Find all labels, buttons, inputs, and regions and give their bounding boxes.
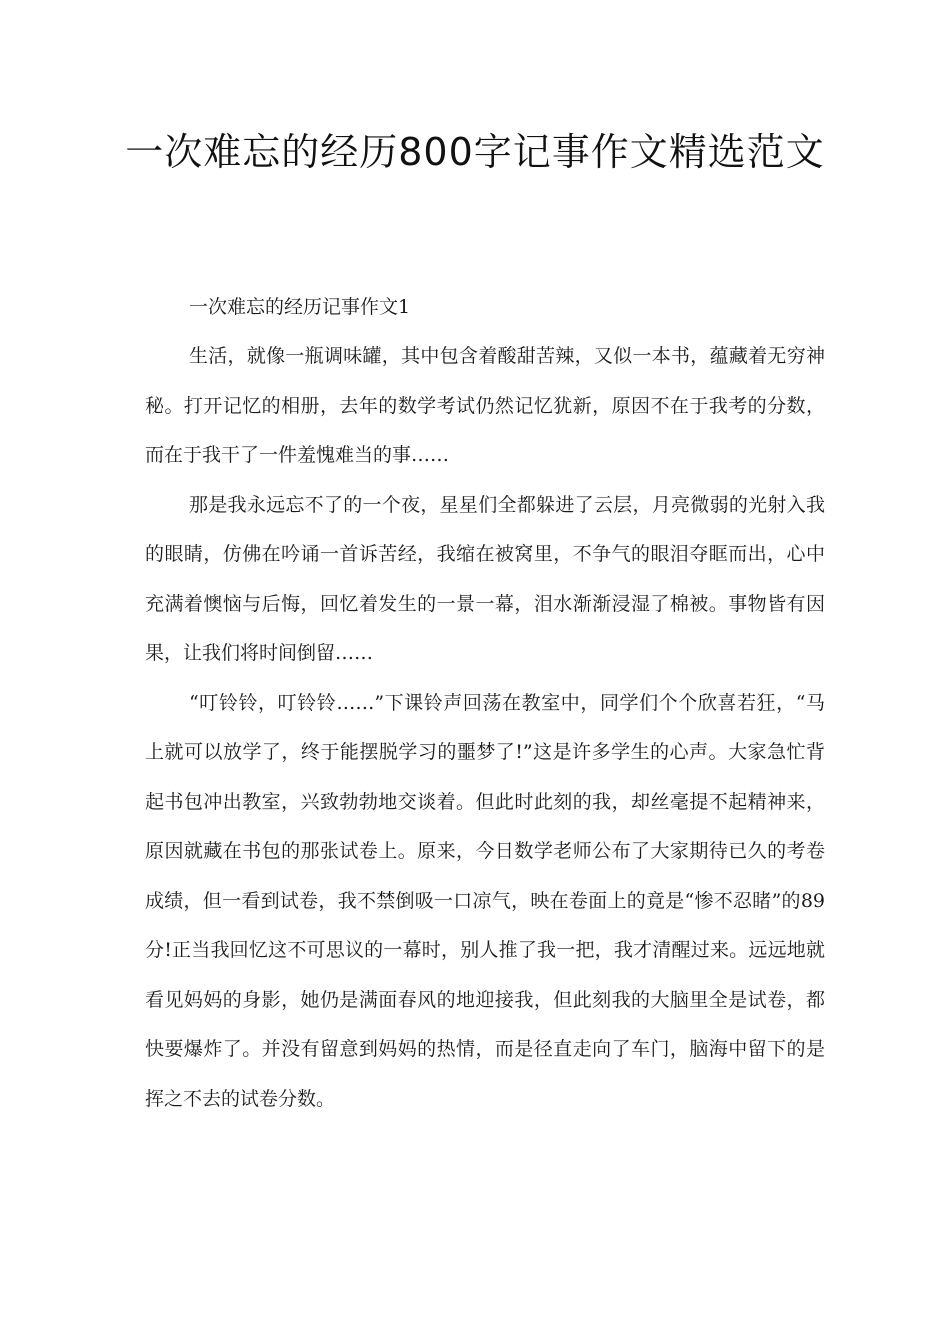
paragraph-3: “叮铃铃，叮铃铃……”下课铃声回荡在教室中，同学们个个欣喜若狂，“马上就可以放学了，终于能摆脱学习的噩梦了!”这是许多学生的心声。大家急忙背起书包冲出教室，兴致勃勃地交谈着。但此时此刻的我，却丝毫提不起精神来，原因就藏在书包的那张试卷上。原来，今日数学老师公布了大家期待已久的考卷成绩，但一看到试卷，我不禁倒吸一口凉气，映在卷面上的竟是“惨不忍睹”的89分!正当我回忆这不可思议的一幕时，别人推了我一把，我才清醒过来。远远地就看见妈妈的身影，她仍是满面春风的地迎接我，但此刻我的大脑里全是试卷，都快要爆炸了。并没有留意到妈妈的热情，而是径直走向了车门，脑海中留下的是挥之不去的试卷分数。 <box>145 691 825 1110</box>
paragraph-2: 那是我永远忘不了的一个夜，星星们全都躲进了云层，月亮微弱的光射入我的眼睛，仿佛在吟诵一首诉苦经，我缩在被窝里，不争气的眼泪夺眶而出，心中充满着懊恼与后悔，回忆着发生的一景一幕，泪水渐渐浸湿了棉被。事物皆有因果，让我们将时间倒留…… <box>145 493 825 664</box>
essay-subheading: 一次难忘的经历记事作文1 <box>189 296 411 318</box>
paragraph-1: 生活，就像一瓶调味罐，其中包含着酸甜苦辣，又似一本书，蕴藏着无穷神秘。打开记忆的相册，去年的数学考试仍然记忆犹新，原因不在于我考的分数，而在于我干了一件羞愧难当的事…… <box>145 345 825 466</box>
document-title: 一次难忘的经历800字记事作文精选范文 <box>125 130 825 174</box>
document-body <box>145 282 825 1124</box>
